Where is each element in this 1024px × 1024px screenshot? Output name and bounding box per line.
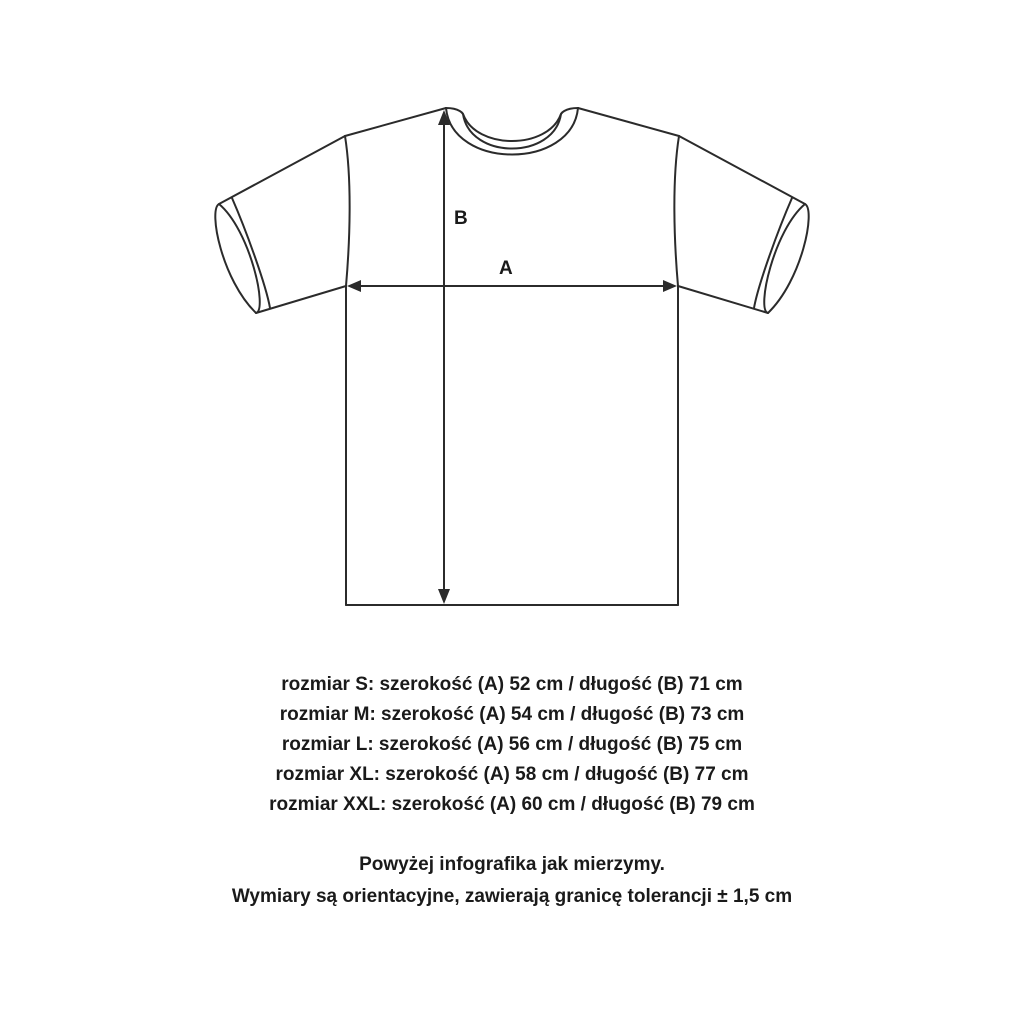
size-row-xl: rozmiar XL: szerokość (A) 58 cm / długość (B) 77 cm <box>275 764 749 785</box>
right-shoulder <box>578 108 679 136</box>
length-measurement <box>438 110 468 604</box>
width-arrow-left-head <box>347 280 361 292</box>
right-sleeve-cuff-inner <box>754 198 792 308</box>
notes <box>0 849 1024 913</box>
size-row-m: rozmiar M: szerokość (A) 54 cm / długość (B) 73 cm <box>279 704 745 725</box>
tshirt-outline <box>215 108 808 605</box>
length-label: B <box>454 208 468 229</box>
left-sleeve-top <box>219 136 345 204</box>
note-infographic: Powyżej infografika jak mierzymy. <box>359 854 665 875</box>
note-tolerance: Wymiary są orientacyjne, zawierają granicę tolerancji ± 1,5 cm <box>231 886 793 907</box>
width-label: A <box>499 258 513 279</box>
right-sleeve-top <box>679 136 805 204</box>
width-arrow-right-head <box>663 280 677 292</box>
right-sleeve-cuff <box>764 204 808 313</box>
left-shoulder <box>345 108 446 136</box>
size-row-xxl: rozmiar XXL: szerokość (A) 60 cm / długość (B) 79 cm <box>269 794 755 815</box>
left-sleeve-cuff-inner <box>232 198 270 308</box>
left-side-seam <box>345 136 350 605</box>
left-sleeve-cuff <box>215 204 259 313</box>
length-arrow-bottom-head <box>438 589 450 604</box>
right-side-seam <box>674 136 679 605</box>
left-sleeve-bottom <box>256 286 346 313</box>
size-row-s: rozmiar S: szerokość (A) 52 cm / długość (B) 71 cm <box>281 674 743 695</box>
width-measurement <box>347 258 677 292</box>
right-sleeve-bottom <box>678 286 768 313</box>
size-table <box>0 670 1024 820</box>
size-row-l: rozmiar L: szerokość (A) 56 cm / długość (B) 75 cm <box>281 734 743 755</box>
